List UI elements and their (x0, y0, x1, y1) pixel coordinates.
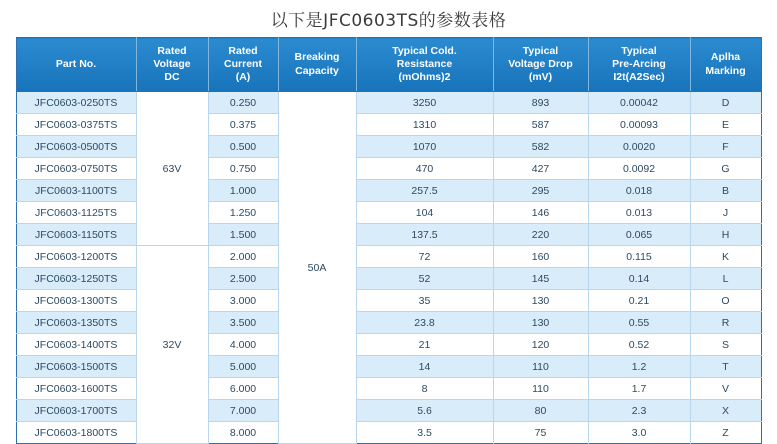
cell-part-no: JFC0603-1600TS (16, 378, 136, 400)
cell-cold-resistance: 3250 (356, 92, 493, 114)
cell-pre-arcing-i2t: 0.018 (588, 180, 690, 202)
header-line: DC (164, 71, 180, 84)
cell-cold-resistance: 5.6 (356, 400, 493, 422)
cell-voltage-drop: 582 (493, 136, 588, 158)
cell-pre-arcing-i2t: 0.00093 (588, 114, 690, 136)
table-row (16, 290, 761, 312)
header-row (16, 38, 761, 92)
cell-pre-arcing-i2t: 0.065 (588, 224, 690, 246)
cell-voltage-drop: 75 (493, 422, 588, 444)
table-row (16, 422, 761, 444)
table-row (16, 334, 761, 356)
cell-rated-current: 0.750 (208, 158, 278, 180)
table-row (16, 202, 761, 224)
cell-part-no: JFC0603-1300TS (16, 290, 136, 312)
header-line: (A) (235, 71, 251, 84)
cell-voltage-drop: 145 (493, 268, 588, 290)
cell-voltage-drop: 110 (493, 356, 588, 378)
table-row (16, 114, 761, 136)
table-row (16, 92, 761, 114)
table-row (16, 356, 761, 378)
cell-voltage-drop: 80 (493, 400, 588, 422)
cell-alpha-marking: H (690, 224, 761, 246)
cell-part-no: JFC0603-0375TS (16, 114, 136, 136)
cell-alpha-marking: G (690, 158, 761, 180)
cell-pre-arcing-i2t: 0.0092 (588, 158, 690, 180)
header-line: Resistance (396, 57, 453, 70)
cell-voltage-drop: 130 (493, 290, 588, 312)
column-header-voltage-drop (493, 38, 588, 92)
cell-alpha-marking: R (690, 312, 761, 334)
cell-rated-current: 5.000 (208, 356, 278, 378)
column-header-breaking-capacity (278, 38, 356, 92)
cell-alpha-marking: T (690, 356, 761, 378)
header-line: Typical (621, 44, 657, 57)
cell-alpha-marking: B (690, 180, 761, 202)
cell-part-no: JFC0603-1125TS (16, 202, 136, 224)
cell-cold-resistance: 1070 (356, 136, 493, 158)
cell-cold-resistance: 1310 (356, 114, 493, 136)
cell-rated-current: 8.000 (208, 422, 278, 444)
page-title: 以下是JFC0603TS的参数表格 (270, 11, 507, 31)
cell-rated-current: 2.500 (208, 268, 278, 290)
cell-cold-resistance: 14 (356, 356, 493, 378)
header-line: Pre-Arcing (612, 57, 666, 70)
cell-pre-arcing-i2t: 0.115 (588, 246, 690, 268)
table-row (16, 378, 761, 400)
spec-table (16, 37, 762, 444)
header-line: Capacity (295, 64, 339, 77)
cell-rated-current: 0.500 (208, 136, 278, 158)
cell-part-no: JFC0603-1500TS (16, 356, 136, 378)
cell-cold-resistance: 23.8 (356, 312, 493, 334)
column-header-alpha-marking (690, 38, 761, 92)
header-line: I2t(A2Sec) (613, 71, 665, 84)
cell-voltage-drop: 587 (493, 114, 588, 136)
cell-alpha-marking: D (690, 92, 761, 114)
cell-voltage-drop: 220 (493, 224, 588, 246)
column-header-rated-voltage (136, 38, 208, 92)
table-row (16, 400, 761, 422)
cell-voltage-drop: 427 (493, 158, 588, 180)
cell-cold-resistance: 257.5 (356, 180, 493, 202)
header-line: Rated (228, 44, 258, 57)
cell-pre-arcing-i2t: 2.3 (588, 400, 690, 422)
cell-rated-current: 3.000 (208, 290, 278, 312)
table-row (16, 136, 761, 158)
header-line: Typical (522, 44, 559, 57)
cell-alpha-marking: K (690, 246, 761, 268)
column-header-cold-resistance (356, 38, 493, 92)
cell-cold-resistance: 35 (356, 290, 493, 312)
cell-cold-resistance: 3.5 (356, 422, 493, 444)
cell-part-no: JFC0603-1700TS (16, 400, 136, 422)
cell-cold-resistance: 104 (356, 202, 493, 224)
cell-cold-resistance: 52 (356, 268, 493, 290)
cell-part-no: JFC0603-1100TS (16, 180, 136, 202)
cell-part-no: JFC0603-0500TS (16, 136, 136, 158)
header-line: Rated (157, 44, 187, 57)
header-line: Part No. (55, 57, 97, 70)
cell-voltage-drop: 295 (493, 180, 588, 202)
cell-voltage-drop: 110 (493, 378, 588, 400)
cell-rated-current: 7.000 (208, 400, 278, 422)
cell-part-no: JFC0603-1250TS (16, 268, 136, 290)
cell-part-no: JFC0603-1800TS (16, 422, 136, 444)
table-row (16, 158, 761, 180)
cell-part-no: JFC0603-1350TS (16, 312, 136, 334)
cell-pre-arcing-i2t: 1.7 (588, 378, 690, 400)
cell-cold-resistance: 72 (356, 246, 493, 268)
table-row (16, 224, 761, 246)
table-row (16, 246, 761, 268)
table-row (16, 312, 761, 334)
cell-pre-arcing-i2t: 0.14 (588, 268, 690, 290)
cell-alpha-marking: X (690, 400, 761, 422)
header-line: Marking (705, 64, 746, 77)
cell-pre-arcing-i2t: 0.21 (588, 290, 690, 312)
table-row (16, 268, 761, 290)
cell-part-no: JFC0603-1400TS (16, 334, 136, 356)
header-line: Voltage Drop (508, 57, 573, 70)
cell-rated-voltage-63v: 63V (136, 92, 208, 246)
cell-alpha-marking: E (690, 114, 761, 136)
cell-rated-current: 6.000 (208, 378, 278, 400)
header-line: (mOhms)2 (398, 71, 451, 84)
column-header-pre-arcing-i2t (588, 38, 690, 92)
table-row (16, 180, 761, 202)
cell-pre-arcing-i2t: 1.2 (588, 356, 690, 378)
cell-alpha-marking: S (690, 334, 761, 356)
cell-part-no: JFC0603-0250TS (16, 92, 136, 114)
header-line: Aplha (710, 51, 741, 64)
cell-rated-current: 1.500 (208, 224, 278, 246)
cell-alpha-marking: O (690, 290, 761, 312)
cell-cold-resistance: 470 (356, 158, 493, 180)
header-line: Current (224, 57, 262, 70)
cell-alpha-marking: L (690, 268, 761, 290)
cell-voltage-drop: 160 (493, 246, 588, 268)
header-line: Breaking (294, 51, 340, 64)
cell-voltage-drop: 120 (493, 334, 588, 356)
cell-voltage-drop: 146 (493, 202, 588, 224)
cell-pre-arcing-i2t: 3.0 (588, 422, 690, 444)
table-body (16, 92, 761, 444)
column-header-part-no (16, 38, 136, 92)
cell-alpha-marking: F (690, 136, 761, 158)
cell-voltage-drop: 130 (493, 312, 588, 334)
cell-voltage-drop: 893 (493, 92, 588, 114)
cell-pre-arcing-i2t: 0.013 (588, 202, 690, 224)
header-line: Voltage (153, 57, 191, 70)
cell-rated-current: 3.500 (208, 312, 278, 334)
cell-part-no: JFC0603-1200TS (16, 246, 136, 268)
cell-rated-current: 1.250 (208, 202, 278, 224)
cell-rated-current: 4.000 (208, 334, 278, 356)
cell-cold-resistance: 21 (356, 334, 493, 356)
cell-pre-arcing-i2t: 0.55 (588, 312, 690, 334)
cell-pre-arcing-i2t: 0.0020 (588, 136, 690, 158)
cell-pre-arcing-i2t: 0.52 (588, 334, 690, 356)
cell-rated-current: 0.375 (208, 114, 278, 136)
cell-alpha-marking: V (690, 378, 761, 400)
cell-alpha-marking: J (690, 202, 761, 224)
cell-rated-voltage-32v: 32V (136, 246, 208, 444)
cell-rated-current: 1.000 (208, 180, 278, 202)
table-header (16, 38, 761, 92)
column-header-rated-current (208, 38, 278, 92)
header-line: (mV) (528, 71, 553, 84)
cell-part-no: JFC0603-1150TS (16, 224, 136, 246)
cell-cold-resistance: 137.5 (356, 224, 493, 246)
cell-pre-arcing-i2t: 0.00042 (588, 92, 690, 114)
cell-rated-current: 2.000 (208, 246, 278, 268)
cell-breaking-capacity: 50A (278, 92, 356, 444)
cell-alpha-marking: Z (690, 422, 761, 444)
header-line: Typical Cold. (392, 44, 457, 57)
cell-cold-resistance: 8 (356, 378, 493, 400)
cell-part-no: JFC0603-0750TS (16, 158, 136, 180)
cell-rated-current: 0.250 (208, 92, 278, 114)
